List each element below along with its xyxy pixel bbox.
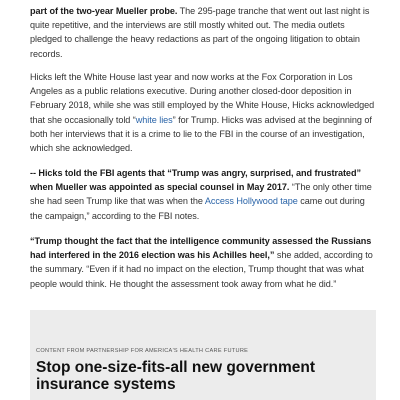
article-paragraph-1 bbox=[30, 4, 376, 61]
mueller-probe-lead: part of the two-year Mueller probe. bbox=[30, 6, 178, 16]
access-hollywood-link[interactable]: Access Hollywood tape bbox=[204, 196, 298, 207]
sponsored-headline[interactable]: Stop one-size-fits-all new government insurance systems bbox=[36, 359, 316, 393]
sponsor-label: CONTENT FROM PARTNERSHIP FOR AMERICA'S HEALTH CARE FUTURE bbox=[36, 348, 249, 354]
sponsored-content-card[interactable] bbox=[30, 310, 376, 400]
paragraph-3-text-mid: “The only other time she had seen Trump like that was when the bbox=[30, 182, 372, 207]
paragraph-3-text-end: came out during the campaign,” according to the FBI notes. bbox=[30, 196, 365, 221]
white-lies-link[interactable]: white lies bbox=[135, 114, 173, 125]
hicks-fbi-bold: -- Hicks told the FBI agents that “Trump was angry, surprised, and frustrated” when Mueller was appointed as special counsel in May 2017. bbox=[30, 168, 361, 193]
article-paragraph-4 bbox=[30, 234, 376, 291]
achilles-heel-quote: “Trump thought the fact that the intelligence community assessed the Russians had interfered in the 2016 election was his Achilles heel,” bbox=[30, 236, 372, 261]
paragraph-2-text-end: ” for Trump. Hicks was advised at the beginning of both her interviews that it is a crime to lie to the FBI in the course of an investigation, which she acknowledged. bbox=[30, 114, 372, 154]
paragraph-2-text-start: Hicks left the White House last year and now works at the Fox Corporation in Los Angeles as a public relations executive. During another closed-door deposition in February 2018, while she was still employed by the White House, Hicks acknowledged that she occasionally told “ bbox=[30, 72, 375, 125]
article-paragraph-2 bbox=[30, 70, 376, 155]
paragraph-1-text: The 295-page tranche that went out last night is quite repetitive, and the interviews are still mostly whited out. The media outlets pledged to challenge the heavy redactions as part of the ongoing litigation to obtain records. bbox=[30, 6, 370, 59]
article-paragraph-3 bbox=[30, 166, 376, 223]
paragraph-4-text: she added, according to the summary. “Even if it had no impact on the election, Trump thought that was what people would think. He thought the assessment took away from what he did.” bbox=[30, 250, 373, 289]
